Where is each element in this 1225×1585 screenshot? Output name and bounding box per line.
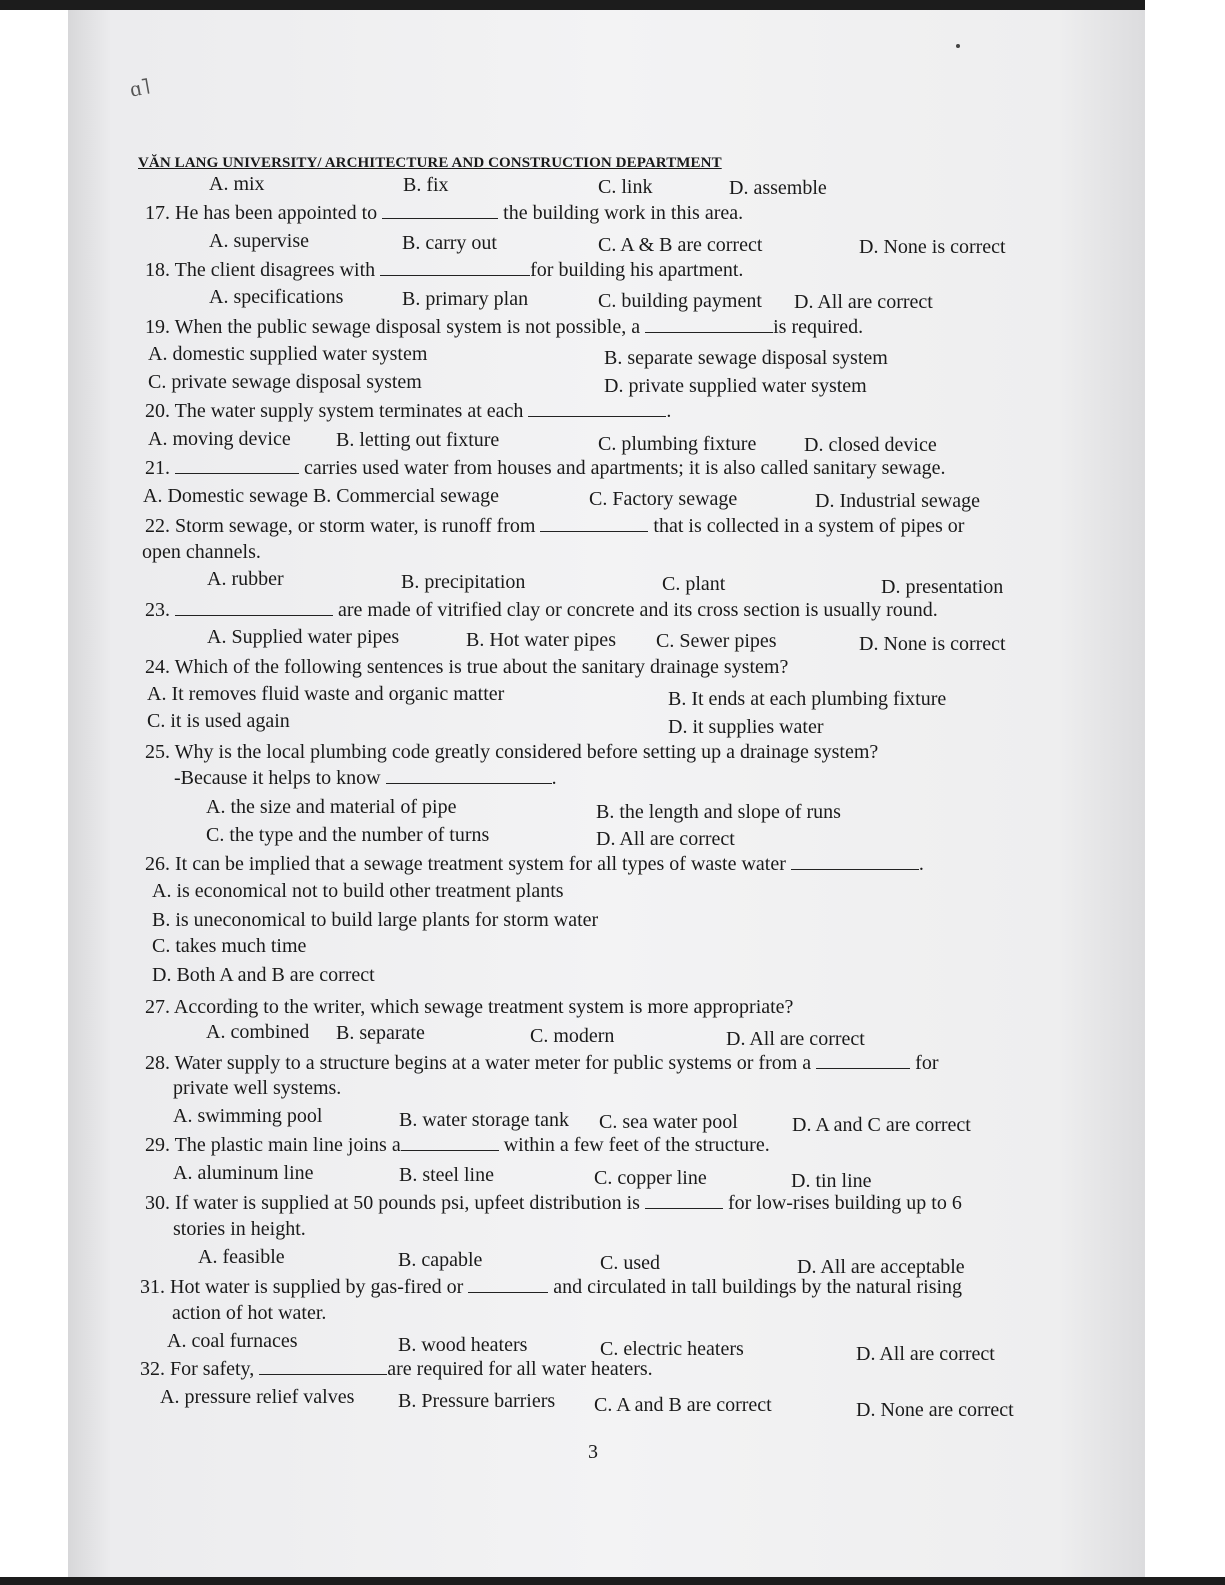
q31-stem-end: and circulated in tall buildings by the natural rising (553, 1276, 963, 1298)
question-18 (145, 258, 743, 282)
question-31 (140, 1275, 962, 1299)
q16-option-d: D. assemble (729, 177, 827, 199)
q27-option-b: B. separate (336, 1022, 425, 1044)
q16-option-a: A. mix (209, 173, 265, 195)
q26-blank (791, 852, 919, 870)
q18-option-d: D. All are correct (794, 291, 933, 313)
page-header: VĂN LANG UNIVERSITY/ ARCHITECTURE AND CONSTRUCTION DEPARTMENT (138, 155, 722, 171)
q30-option-b: B. capable (398, 1249, 483, 1271)
q26-option-c: C. takes much time (152, 935, 307, 957)
q30-option-a: A. feasible (198, 1246, 285, 1268)
q30-stem-line2: stories in height. (173, 1218, 306, 1240)
q22-option-c: C. plant (662, 573, 726, 595)
speck-dot (956, 44, 960, 48)
scan-border-top (0, 0, 1225, 10)
q18-blank (380, 258, 530, 276)
q29-option-c: C. copper line (594, 1167, 707, 1189)
q20-stem: 20. The water supply system terminates at each (145, 400, 524, 422)
q23-blank (175, 598, 333, 616)
page-number: 3 (588, 1441, 598, 1463)
q19-option-c: C. private sewage disposal system (148, 371, 422, 393)
q30-option-d: D. All are acceptable (797, 1256, 965, 1278)
q32-option-c: C. A and B are correct (594, 1394, 772, 1416)
q19-stem-end: is required. (773, 316, 864, 338)
q20-option-b: B. letting out fixture (336, 429, 500, 451)
q22-stem-end: that is collected in a system of pipes or (653, 515, 965, 537)
q20-option-d: D. closed device (804, 434, 937, 456)
q26-option-d: D. Both A and B are correct (152, 964, 375, 986)
q18-option-c: C. building payment (598, 290, 762, 312)
q17-option-c: C. A & B are correct (598, 234, 763, 256)
q28-stem-end: for (915, 1052, 939, 1074)
q16-option-c: C. link (598, 176, 653, 198)
q22-blank (540, 514, 648, 532)
q30-option-c: C. used (600, 1252, 660, 1274)
q17-option-a: A. supervise (209, 230, 309, 252)
q17-option-b: B. carry out (402, 232, 497, 254)
q19-blank (645, 315, 773, 333)
q31-stem: 31. Hot water is supplied by gas-fired or (140, 1276, 464, 1298)
q28-blank (816, 1051, 910, 1069)
q18-stem: 18. The client disagrees with (145, 259, 376, 281)
q32-option-a: A. pressure relief valves (160, 1386, 355, 1408)
question-27: 27. According to the writer, which sewage treatment system is more appropriate? (145, 996, 794, 1018)
q27-option-a: A. combined (206, 1021, 310, 1043)
q21-stem-end: carries used water from houses and apartments; it is also called sanitary sewage. (304, 457, 946, 479)
q26-option-b: B. is uneconomical to build large plants for storm water (152, 909, 599, 931)
q22-option-b: B. precipitation (401, 571, 526, 593)
q26-stem: 26. It can be implied that a sewage treatment system for all types of waste water (145, 853, 786, 875)
q29-option-d: D. tin line (791, 1170, 872, 1192)
scan-border-right (1145, 0, 1225, 1585)
question-17 (145, 201, 743, 225)
q20-stem-end: . (666, 400, 672, 422)
q23-stem: 23. (145, 599, 170, 621)
q20-option-a: A. moving device (148, 428, 291, 450)
q29-blank (401, 1133, 499, 1151)
q29-stem-end: within a few feet of the structure. (503, 1134, 770, 1156)
q23-option-d: D. None is correct (859, 633, 1006, 655)
q32-option-b: B. Pressure barriers (398, 1390, 556, 1412)
q18-option-a: A. specifications (209, 286, 344, 308)
q32-stem-end: are required for all water heaters. (387, 1358, 653, 1380)
q21-option-c: C. Factory sewage (589, 488, 738, 510)
question-23 (145, 598, 938, 622)
q25-option-b: B. the length and slope of runs (596, 801, 841, 823)
q25-subline (174, 766, 557, 790)
q19-option-d: D. private supplied water system (604, 375, 867, 397)
q25-stem-end: . (551, 767, 557, 789)
q17-blank (382, 201, 498, 219)
q22-option-a: A. rubber (207, 568, 284, 590)
q29-option-b: B. steel line (399, 1164, 494, 1186)
q26-stem-end: . (918, 853, 924, 875)
q30-blank (645, 1191, 723, 1209)
question-24: 24. Which of the following sentences is true about the sanitary drainage system? (145, 656, 789, 678)
q31-option-c: C. electric heaters (600, 1338, 744, 1360)
question-20 (145, 399, 671, 423)
q22-stem-line2: open channels. (142, 541, 261, 563)
q28-stem: 28. Water supply to a structure begins at a water meter for public systems or from a (145, 1052, 812, 1074)
question-19 (145, 315, 863, 339)
q24-option-a: A. It removes fluid waste and organic matter (147, 683, 505, 705)
q32-stem: 32. For safety, (140, 1358, 255, 1380)
q27-option-c: C. modern (530, 1025, 615, 1047)
q26-option-a: A. is economical not to build other treatment plants (152, 880, 564, 902)
q30-stem-end: for low-rises building up to 6 (727, 1192, 962, 1214)
q23-option-a: A. Supplied water pipes (207, 626, 400, 648)
q28-option-b: B. water storage tank (399, 1109, 569, 1131)
q25-option-c: C. the type and the number of turns (206, 824, 490, 846)
q18-option-b: B. primary plan (402, 288, 529, 310)
q20-option-c: C. plumbing fixture (598, 433, 757, 455)
q28-option-c: C. sea water pool (599, 1111, 738, 1133)
question-22 (145, 514, 964, 538)
q22-option-d: D. presentation (881, 576, 1004, 598)
q18-stem-end: for building his apartment. (530, 259, 744, 281)
q27-option-d: D. All are correct (726, 1028, 865, 1050)
q24-option-b: B. It ends at each plumbing fixture (668, 688, 947, 710)
q19-option-a: A. domestic supplied water system (148, 343, 428, 365)
q29-option-a: A. aluminum line (173, 1162, 314, 1184)
q24-option-c: C. it is used again (147, 710, 290, 732)
q20-blank (528, 399, 666, 417)
q25-sub-stem: -Because it helps to know (174, 767, 381, 789)
q30-stem: 30. If water is supplied at 50 pounds psi, upfeet distribution is (145, 1192, 640, 1214)
pen-mark: ɑ˥ (127, 73, 152, 102)
q21-blank (175, 456, 299, 474)
q32-option-d: D. None are correct (856, 1399, 1014, 1421)
q24-option-d: D. it supplies water (668, 716, 824, 738)
question-30 (145, 1191, 962, 1215)
q23-stem-end: are made of vitrified clay or concrete and its cross section is usually round. (338, 599, 938, 621)
q22-stem: 22. Storm sewage, or storm water, is runoff from (145, 515, 536, 537)
q31-blank (468, 1275, 548, 1293)
q19-option-b: B. separate sewage disposal system (604, 347, 888, 369)
q21-option-a-b: A. Domestic sewage B. Commercial sewage (143, 485, 500, 507)
q25-blank (386, 766, 552, 784)
q17-stem: 17. He has been appointed to (145, 202, 378, 224)
q31-option-d: D. All are correct (856, 1343, 995, 1365)
q31-stem-line2: action of hot water. (172, 1302, 327, 1324)
q17-stem-end: the building work in this area. (503, 202, 744, 224)
q16-option-b: B. fix (403, 174, 449, 196)
question-26 (145, 852, 924, 876)
q31-option-b: B. wood heaters (398, 1334, 528, 1356)
question-21 (145, 456, 945, 480)
q23-option-c: C. Sewer pipes (656, 630, 777, 652)
q31-option-a: A. coal furnaces (167, 1330, 298, 1352)
q17-option-d: D. None is correct (859, 236, 1006, 258)
q21-stem: 21. (145, 457, 170, 479)
q28-option-d: D. A and C are correct (792, 1114, 971, 1136)
scan-border-bottom (0, 1577, 1225, 1585)
question-29 (145, 1133, 770, 1157)
question-25: 25. Why is the local plumbing code greatly considered before setting up a drainage system? (145, 741, 879, 763)
q29-stem: 29. The plastic main line joins a (145, 1134, 401, 1156)
q23-option-b: B. Hot water pipes (466, 629, 616, 651)
q21-option-d: D. Industrial sewage (815, 490, 980, 512)
q32-blank (259, 1357, 387, 1375)
q28-option-a: A. swimming pool (173, 1105, 323, 1127)
question-32 (140, 1357, 653, 1381)
q25-option-d: D. All are correct (596, 828, 735, 850)
q19-stem: 19. When the public sewage disposal system is not possible, a (145, 316, 641, 338)
q25-option-a: A. the size and material of pipe (206, 796, 457, 818)
question-28 (145, 1051, 939, 1075)
q28-stem-line2: private well systems. (173, 1077, 342, 1099)
